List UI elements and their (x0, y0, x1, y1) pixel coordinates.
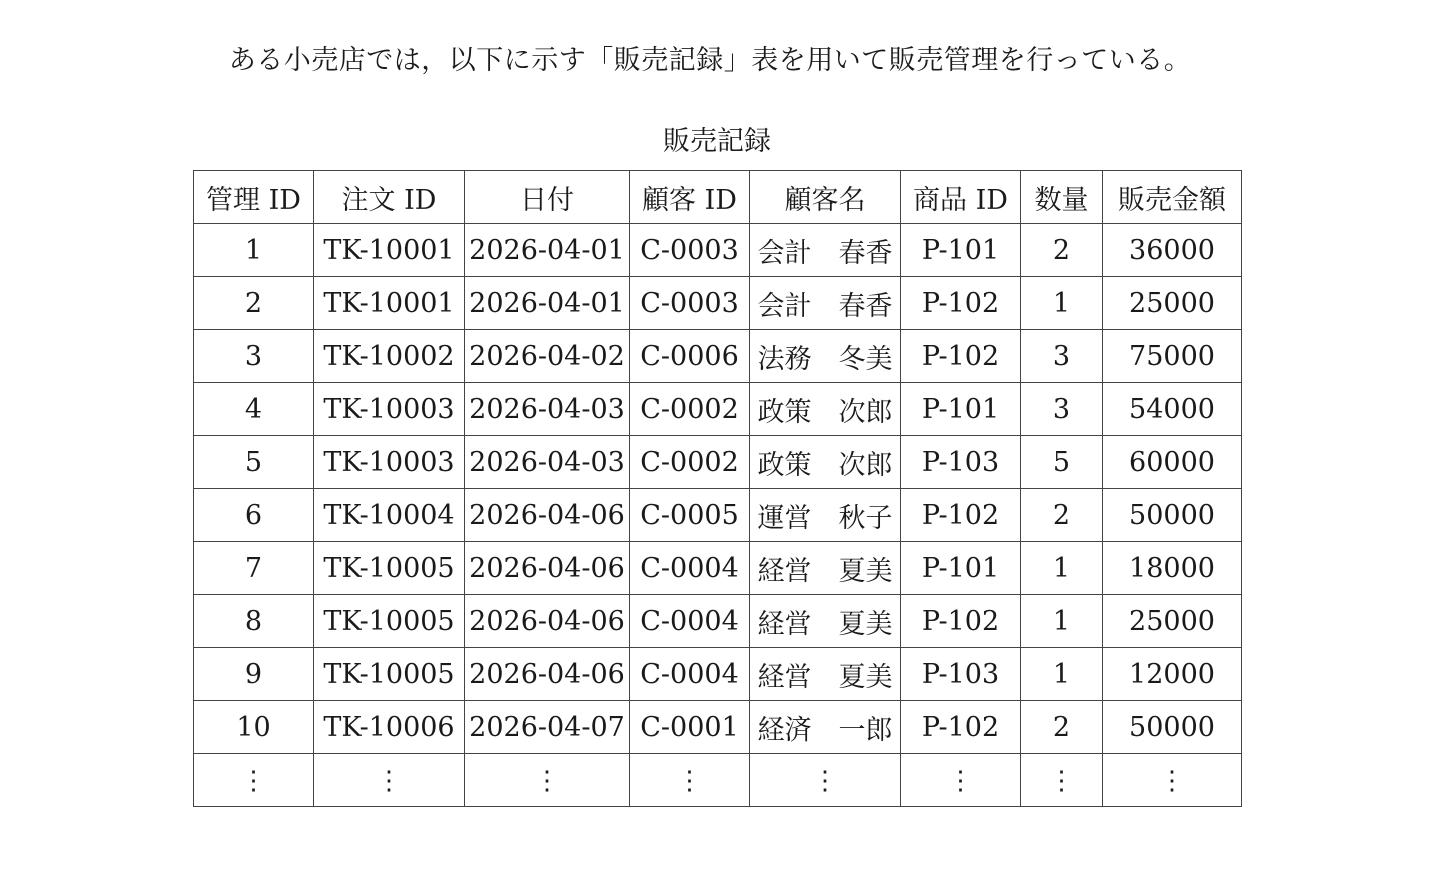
date-cell: 2026-04-02 (465, 330, 630, 383)
customer-name-cell: 会計 春香 (750, 277, 901, 330)
order-id-cell: TK-10001 (314, 224, 465, 277)
management-id-cell: 2 (194, 277, 314, 330)
vertical-ellipsis: ⋮ (947, 765, 974, 796)
vertical-ellipsis: ⋮ (534, 765, 560, 796)
quantity-cell: 1 (1021, 648, 1103, 701)
continuation-cell (314, 754, 465, 807)
management-id-cell: 9 (194, 648, 314, 701)
continuation-row (194, 754, 1242, 807)
column-header-product-id: 商品 ID (901, 171, 1021, 224)
vertical-ellipsis: ⋮ (376, 765, 402, 796)
product-id-cell: P-102 (901, 595, 1021, 648)
sales-amount-cell: 25000 (1103, 595, 1242, 648)
vertical-ellipsis: ⋮ (812, 765, 838, 796)
product-id-cell: P-102 (901, 277, 1021, 330)
table-body (194, 224, 1242, 807)
customer-name-cell: 経済 一郎 (750, 701, 901, 754)
product-id-cell: P-102 (901, 489, 1021, 542)
table-row (194, 330, 1242, 383)
table-row (194, 383, 1242, 436)
table-row (194, 224, 1242, 277)
table-row (194, 648, 1242, 701)
management-id-cell: 3 (194, 330, 314, 383)
quantity-cell: 3 (1021, 383, 1103, 436)
sales-amount-cell: 60000 (1103, 436, 1242, 489)
customer-id-cell: C-0006 (630, 330, 750, 383)
sales-amount-cell: 18000 (1103, 542, 1242, 595)
customer-name-cell: 会計 春香 (750, 224, 901, 277)
column-header-customer-name: 顧客名 (750, 171, 901, 224)
intro-text: ある小売店では，以下に示す「販売記録」表を用いて販売管理を行っている。 (228, 45, 1192, 76)
sales-amount-cell: 50000 (1103, 489, 1242, 542)
date-cell: 2026-04-06 (465, 648, 630, 701)
order-id-cell: TK-10006 (314, 701, 465, 754)
continuation-cell (901, 754, 1021, 807)
vertical-ellipsis: ⋮ (676, 765, 703, 796)
table-row (194, 595, 1242, 648)
date-cell: 2026-04-06 (465, 489, 630, 542)
customer-name-cell: 政策 次郎 (750, 383, 901, 436)
order-id-cell: TK-10005 (314, 648, 465, 701)
date-cell: 2026-04-03 (465, 383, 630, 436)
column-header-order-id: 注文 ID (314, 171, 465, 224)
vertical-ellipsis: ⋮ (240, 765, 267, 796)
date-cell: 2026-04-07 (465, 701, 630, 754)
quantity-cell: 1 (1021, 542, 1103, 595)
product-id-cell: P-101 (901, 224, 1021, 277)
sales-amount-cell: 12000 (1103, 648, 1242, 701)
product-id-cell: P-103 (901, 436, 1021, 489)
sales-amount-cell: 50000 (1103, 701, 1242, 754)
table-row (194, 436, 1242, 489)
customer-id-cell: C-0002 (630, 436, 750, 489)
date-cell: 2026-04-01 (465, 277, 630, 330)
table-row (194, 489, 1242, 542)
product-id-cell: P-101 (901, 542, 1021, 595)
quantity-cell: 2 (1021, 489, 1103, 542)
management-id-cell: 5 (194, 436, 314, 489)
column-header-customer-id: 顧客 ID (630, 171, 750, 224)
order-id-cell: TK-10001 (314, 277, 465, 330)
vertical-ellipsis: ⋮ (1159, 765, 1185, 796)
table-row (194, 701, 1242, 754)
customer-name-cell: 政策 次郎 (750, 436, 901, 489)
sales-amount-cell: 75000 (1103, 330, 1242, 383)
order-id-cell: TK-10004 (314, 489, 465, 542)
sales-amount-cell: 36000 (1103, 224, 1242, 277)
customer-name-cell: 法務 冬美 (750, 330, 901, 383)
column-header-sales-amount: 販売金額 (1103, 171, 1242, 224)
order-id-cell: TK-10003 (314, 383, 465, 436)
table-row (194, 542, 1242, 595)
sales-amount-cell: 25000 (1103, 277, 1242, 330)
product-id-cell: P-101 (901, 383, 1021, 436)
customer-id-cell: C-0004 (630, 542, 750, 595)
column-header-date: 日付 (465, 171, 630, 224)
column-header-quantity: 数量 (1021, 171, 1103, 224)
column-header-management-id: 管理 ID (194, 171, 314, 224)
table-row (194, 277, 1242, 330)
continuation-cell (630, 754, 750, 807)
date-cell: 2026-04-01 (465, 224, 630, 277)
continuation-cell (194, 754, 314, 807)
customer-id-cell: C-0002 (630, 383, 750, 436)
product-id-cell: P-103 (901, 648, 1021, 701)
customer-id-cell: C-0001 (630, 701, 750, 754)
continuation-cell (1103, 754, 1242, 807)
quantity-cell: 1 (1021, 277, 1103, 330)
product-id-cell: P-102 (901, 701, 1021, 754)
order-id-cell: TK-10005 (314, 542, 465, 595)
customer-id-cell: C-0004 (630, 595, 750, 648)
customer-id-cell: C-0003 (630, 224, 750, 277)
continuation-cell (750, 754, 901, 807)
order-id-cell: TK-10005 (314, 595, 465, 648)
management-id-cell: 4 (194, 383, 314, 436)
quantity-cell: 5 (1021, 436, 1103, 489)
management-id-cell: 10 (194, 701, 314, 754)
continuation-cell (1021, 754, 1103, 807)
quantity-cell: 2 (1021, 701, 1103, 754)
date-cell: 2026-04-06 (465, 595, 630, 648)
customer-id-cell: C-0004 (630, 648, 750, 701)
management-id-cell: 6 (194, 489, 314, 542)
sales-amount-cell: 54000 (1103, 383, 1242, 436)
customer-name-cell: 経営 夏美 (750, 648, 901, 701)
quantity-cell: 1 (1021, 595, 1103, 648)
management-id-cell: 7 (194, 542, 314, 595)
customer-name-cell: 運営 秋子 (750, 489, 901, 542)
table-caption: 販売記録 (663, 126, 771, 157)
product-id-cell: P-102 (901, 330, 1021, 383)
vertical-ellipsis: ⋮ (1048, 765, 1075, 796)
customer-id-cell: C-0005 (630, 489, 750, 542)
date-cell: 2026-04-06 (465, 542, 630, 595)
customer-id-cell: C-0003 (630, 277, 750, 330)
date-cell: 2026-04-03 (465, 436, 630, 489)
quantity-cell: 3 (1021, 330, 1103, 383)
table-header-row (194, 171, 1242, 224)
management-id-cell: 1 (194, 224, 314, 277)
order-id-cell: TK-10003 (314, 436, 465, 489)
customer-name-cell: 経営 夏美 (750, 595, 901, 648)
management-id-cell: 8 (194, 595, 314, 648)
quantity-cell: 2 (1021, 224, 1103, 277)
customer-name-cell: 経営 夏美 (750, 542, 901, 595)
sales-records-table (193, 170, 1242, 807)
order-id-cell: TK-10002 (314, 330, 465, 383)
continuation-cell (465, 754, 630, 807)
